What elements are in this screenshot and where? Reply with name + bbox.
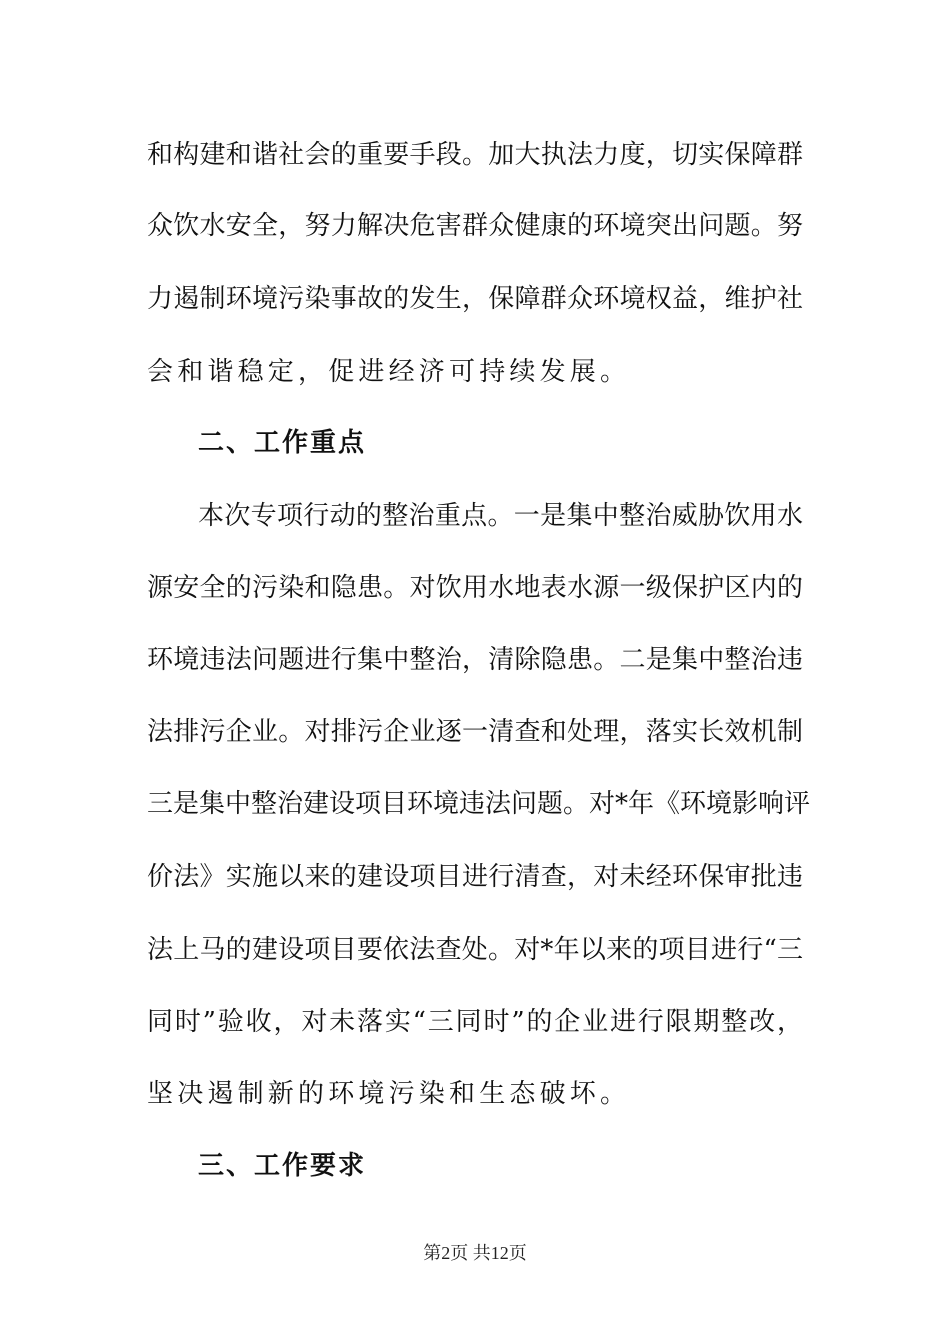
text-line: 本次专项行动的整治重点。一是集中整治威胁饮用水 bbox=[198, 501, 803, 531]
text-line: 会和谐稳定，促进经济可持续发展。 bbox=[147, 357, 631, 387]
text-line: 价法》实施以来的建设项目进行清查，对未经环保审批违 bbox=[147, 862, 803, 892]
section-heading: 三、工作要求 bbox=[198, 1151, 367, 1181]
text-line: 和构建和谐社会的重要手段。加大执法力度，切实保障群 bbox=[147, 140, 803, 170]
text-line: 源安全的污染和隐患。对饮用水地表水源一级保护区内的 bbox=[147, 573, 803, 603]
text-line: 坚决遏制新的环境污染和生态破坏。 bbox=[147, 1079, 631, 1109]
text-line: 众饮水安全，努力解决危害群众健康的环境突出问题。努 bbox=[147, 211, 803, 241]
text-line: 法上马的建设项目要依法查处。对*年以来的项目进行“三 bbox=[147, 935, 803, 965]
text-line: 法排污企业。对排污企业逐一清查和处理，落实长效机制 bbox=[147, 717, 803, 747]
text-line: 同时”验收，对未落实“三同时”的企业进行限期整改， bbox=[147, 1007, 803, 1037]
page-footer: 第2页 共12页 bbox=[423, 1243, 527, 1263]
text-line: 三是集中整治建设项目环境违法问题。对*年《环境影响评 bbox=[147, 789, 811, 819]
section-heading: 二、工作重点 bbox=[198, 428, 367, 458]
text-line: 环境违法问题进行集中整治，清除隐患。二是集中整治违 bbox=[147, 645, 803, 675]
text-line: 力遏制环境污染事故的发生，保障群众环境权益，维护社 bbox=[147, 284, 803, 314]
